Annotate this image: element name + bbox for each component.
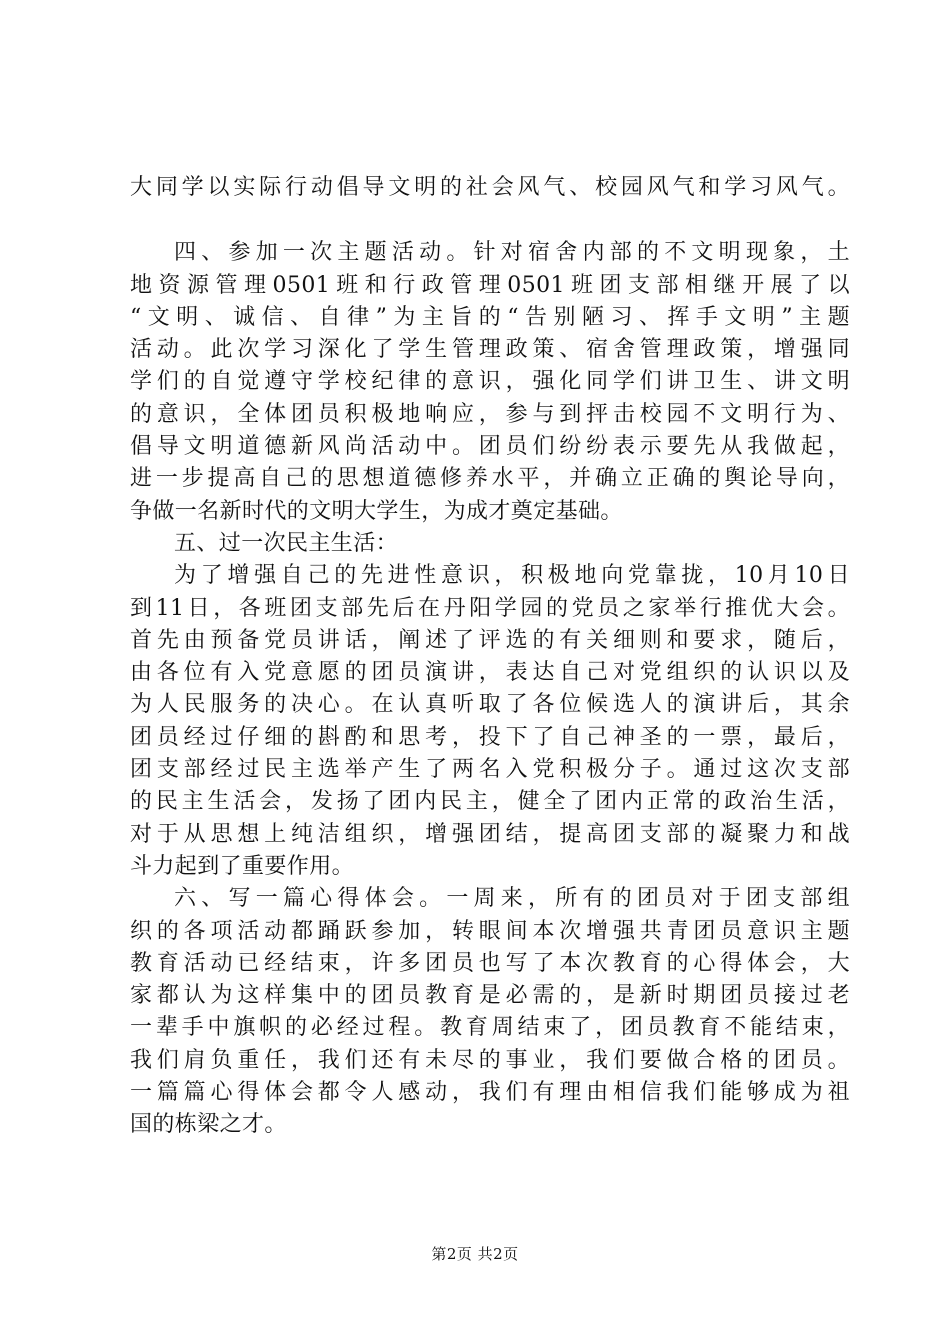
text-line: 学们的自觉遵守学校纪律的意识，强化同学们讲卫生、讲文明 bbox=[130, 369, 850, 395]
text-line: 六、写一篇心得体会。一周来，所有的团员对于团支部组 bbox=[174, 886, 850, 912]
paragraph-gap bbox=[130, 204, 850, 237]
text-line: 争做一名新时代的文明大学生，为成才奠定基础。 bbox=[130, 498, 623, 524]
text-line: 进一步提高自己的思想道德修养水平，并确立正确的舆论导向， bbox=[130, 466, 850, 492]
text-line: 织的各项活动都踊跃参加，转眼间本次增强共青团员意识主题 bbox=[130, 918, 850, 944]
text-line: 对于从思想上纯洁组织，增强团结，提高团支部的凝聚力和战 bbox=[130, 821, 850, 847]
document-body bbox=[130, 172, 850, 1142]
text-line: “文明、诚信、自律”为主旨的“告别陋习、挥手文明”主题 bbox=[130, 304, 850, 330]
text-line: 一辈手中旗帜的必经过程。教育周结束了，团员教育不能结束， bbox=[130, 1015, 850, 1041]
text-line: 活动。此次学习深化了学生管理政策、宿舍管理政策，增强同 bbox=[130, 337, 850, 363]
text-line: 教育活动已经结束，许多团员也写了本次教育的心得体会，大 bbox=[130, 950, 850, 976]
text-line: 倡导文明道德新风尚活动中。团员们纷纷表示要先从我做起， bbox=[130, 434, 850, 460]
text-line: 的意识，全体团员积极地响应，参与到抨击校园不文明行为、 bbox=[130, 401, 850, 427]
text-line: 为人民服务的决心。在认真听取了各位候选人的演讲后，其余 bbox=[130, 692, 850, 718]
text-line: 由各位有入党意愿的团员演讲，表达自己对党组织的认识以及 bbox=[130, 660, 850, 686]
text-line: 一篇篇心得体会都令人感动，我们有理由相信我们能够成为祖 bbox=[130, 1080, 850, 1106]
text-line: 家都认为这样集中的团员教育是必需的，是新时期团员接过老 bbox=[130, 983, 850, 1009]
text-line: 团员经过仔细的斟酌和思考，投下了自己神圣的一票，最后， bbox=[130, 724, 850, 750]
text-line: 斗力起到了重要作用。 bbox=[130, 853, 355, 879]
text-line: 的民主生活会，发扬了团内民主，健全了团内正常的政治生活， bbox=[130, 789, 850, 815]
page-number: 第2页 共2页 bbox=[431, 1245, 519, 1263]
text-line: 我们肩负重任，我们还有未尽的事业，我们要做合格的团员。 bbox=[130, 1047, 850, 1073]
text-line: 地资源管理0501班和行政管理0501班团支部相继开展了以 bbox=[130, 272, 850, 298]
text-line: 团支部经过民主选举产生了两名入党积极分子。通过这次支部 bbox=[130, 757, 850, 783]
text-line: 首先由预备党员讲话，阐述了评选的有关细则和要求，随后， bbox=[130, 627, 850, 653]
text-line: 国的栋梁之才。 bbox=[130, 1112, 287, 1138]
section-heading: 五、过一次民主生活： bbox=[174, 530, 399, 556]
text-line: 到11日，各班团支部先后在丹阳学园的党员之家举行推优大会。 bbox=[130, 595, 850, 621]
text-line: 大同学以实际行动倡导文明的社会风气、校园风气和学习风气。 bbox=[130, 175, 850, 200]
text-line: 为了增强自己的先进性意识，积极地向党靠拢，10月10日 bbox=[174, 563, 850, 589]
text-line: 四、参加一次主题活动。针对宿舍内部的不文明现象，土 bbox=[174, 240, 850, 266]
